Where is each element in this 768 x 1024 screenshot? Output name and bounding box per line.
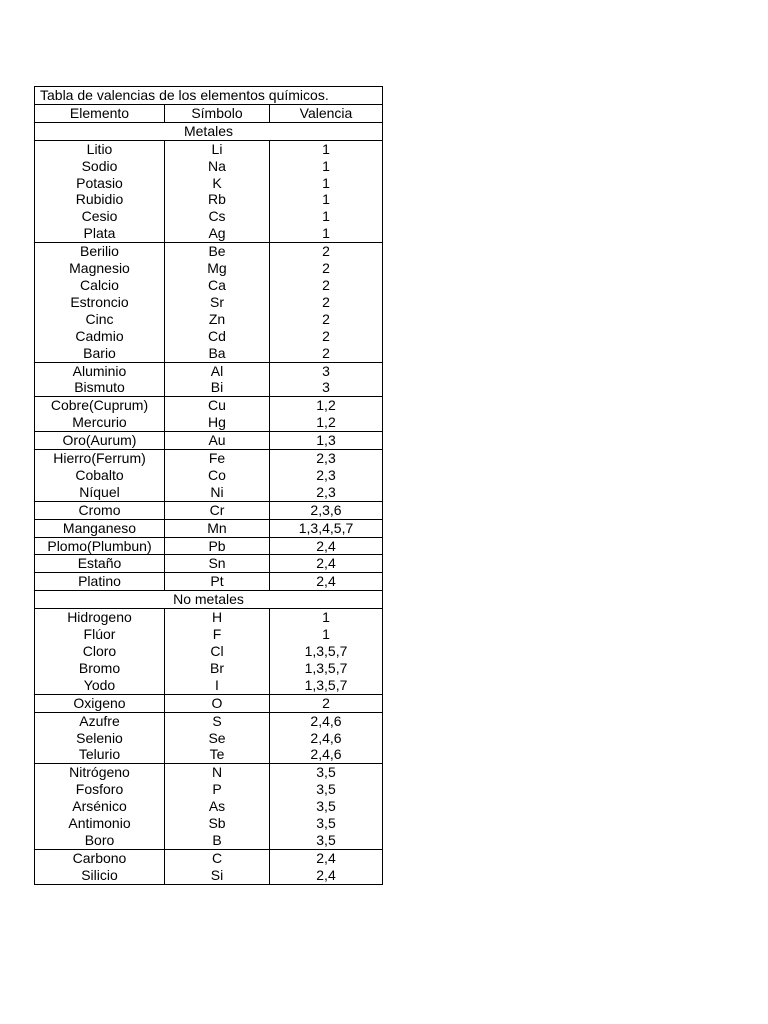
symbol-cell: Rb [165,191,270,208]
valence-cell: 2,4 [316,849,336,866]
table-row [35,243,382,260]
table-row [35,677,382,694]
valence-cell: 2,3,6 [310,501,342,518]
element-group [35,397,382,432]
symbol-cell: Mg [165,260,270,277]
symbol-cell: Fe [165,450,270,467]
symbol-cell: F [165,626,270,643]
table-row [35,713,382,730]
element-name-cell: Estaño [35,555,165,572]
table-row [35,397,382,414]
symbol-cell: Sr [165,294,270,311]
valence-cell: 1 [322,626,330,643]
header-valencia: Valencia [299,104,353,121]
element-group [35,450,382,502]
table-row [35,502,382,519]
element-name-cell: Cobalto [35,467,165,484]
valence-cell: 2,4 [316,555,336,572]
valence-table [34,86,383,885]
table-row [35,764,382,781]
valence-cell: 2,3 [316,483,336,500]
symbol-cell: Al [165,363,270,380]
valence-cell: 3,5 [316,764,336,781]
element-name-cell: Magnesio [35,260,165,277]
valence-cell: 2 [322,694,330,711]
table-row [35,260,382,277]
element-name-cell: Cesio [35,208,165,225]
table-row [35,363,382,380]
valence-cell: 1,3,5,7 [304,643,348,659]
table-row [35,208,382,225]
valence-cell: 2 [322,243,330,260]
element-name-cell: Bismuto [35,379,165,396]
symbol-cell: Te [165,746,270,763]
table-row [35,158,382,175]
symbol-cell: Pt [165,573,270,590]
valence-cell: 3,5 [316,831,336,848]
valence-cell: 2,4,6 [310,729,342,746]
valence-cell: 3 [322,362,330,379]
valence-cell: 2 [322,260,330,277]
element-name-cell: Cobre(Cuprum) [35,397,165,414]
element-group [35,432,382,450]
valence-cell: 1,2 [316,397,336,414]
element-name-cell: Azufre [35,713,165,730]
table-row [35,850,382,867]
table-row [35,798,382,815]
table-row [35,555,382,572]
element-name-cell: Plata [35,225,165,242]
valence-cell: 2,3 [316,466,336,483]
element-name-cell: Platino [35,573,165,590]
element-name-cell: Plomo(Plumbun) [35,538,165,555]
table-row [35,660,382,677]
symbol-cell: Ba [165,345,270,362]
table-row [35,730,382,747]
valence-cell: 2 [322,276,330,293]
valence-cell: 3,5 [316,781,336,798]
element-group [35,520,382,538]
table-row [35,328,382,345]
symbol-cell: Br [165,660,270,677]
table-body [35,123,382,884]
element-name-cell: Hidrogeno [35,609,165,626]
valence-cell: 3,5 [316,815,336,832]
section-header: No metales [35,591,382,609]
symbol-cell: O [165,695,270,712]
symbol-cell: Ag [165,225,270,242]
valence-cell: 2,4 [316,866,336,883]
element-name-cell: Fosforo [35,781,165,798]
table-row [35,832,382,849]
element-name-cell: Cromo [35,502,165,519]
valence-cell: 2,4 [316,537,336,554]
element-name-cell: Berilio [35,243,165,260]
symbol-cell: Sn [165,555,270,572]
table-row [35,225,382,242]
table-row [35,867,382,884]
element-name-cell: Manganeso [35,520,165,537]
element-name-cell: Litio [35,141,165,158]
table-row [35,815,382,832]
valence-cell: 2,4,6 [310,712,342,729]
element-name-cell: Boro [35,832,165,849]
valence-cell: 1,3 [316,432,336,449]
element-name-cell: Yodo [35,677,165,694]
symbol-cell: Cl [165,643,270,660]
symbol-cell: Cr [165,502,270,519]
valence-cell: 1 [322,157,330,174]
element-group [35,609,382,695]
table-row [35,414,382,431]
element-name-cell: Carbono [35,850,165,867]
table-row [35,609,382,626]
element-name-cell: Estroncio [35,294,165,311]
table-row [35,643,382,660]
element-name-cell: Calcio [35,277,165,294]
table-row [35,345,382,362]
element-group [35,141,382,243]
element-name-cell: Telurio [35,746,165,763]
symbol-cell: Cd [165,328,270,345]
element-name-cell: Aluminio [35,363,165,380]
symbol-cell: Bi [165,379,270,396]
element-name-cell: Níquel [35,484,165,501]
element-name-cell: Silicio [35,867,165,884]
table-row [35,311,382,328]
valence-cell: 3 [322,379,330,396]
section-header: Metales [35,123,382,141]
table-row [35,379,382,396]
element-name-cell: Oxigeno [35,695,165,712]
symbol-cell: Be [165,243,270,260]
table-row [35,573,382,590]
valence-cell: 1 [322,174,330,191]
table-title: Tabla de valencias de los elementos químicos. [35,87,382,105]
element-name-cell: Nitrógeno [35,764,165,781]
valence-cell: 1,3,5,7 [304,659,348,676]
valence-cell: 1 [322,140,330,157]
element-name-cell: Cinc [35,311,165,328]
table-row [35,746,382,763]
valence-cell: 2 [322,344,330,361]
symbol-cell: B [165,832,270,849]
valence-cell: 1 [322,225,330,242]
valence-cell: 1 [322,609,330,626]
table-row [35,520,382,537]
element-name-cell: Rubidio [35,191,165,208]
symbol-cell: Cu [165,397,270,414]
symbol-cell: S [165,713,270,730]
symbol-cell: Co [165,467,270,484]
element-group [35,502,382,520]
table-row [35,450,382,467]
valence-cell: 3,5 [316,798,336,815]
table-row [35,695,382,712]
valence-cell: 1,2 [316,414,336,431]
element-name-cell: Hierro(Ferrum) [35,450,165,467]
valence-cell: 2 [322,310,330,327]
valence-cell: 1 [322,191,330,208]
symbol-cell: I [165,677,270,694]
element-name-cell: Flúor [35,626,165,643]
element-name-cell: Mercurio [35,414,165,431]
element-name-cell: Potasio [35,175,165,192]
element-group [35,850,382,884]
table-row [35,175,382,192]
valence-cell: 1,3,4,5,7 [298,519,354,536]
symbol-cell: Mn [165,520,270,537]
element-group [35,243,382,362]
header-simbolo: Símbolo [165,105,270,122]
valence-cell: 2,4 [316,573,336,590]
symbol-cell: Ca [165,277,270,294]
table-row [35,277,382,294]
table-row [35,467,382,484]
symbol-cell: Na [165,158,270,175]
element-group [35,363,382,398]
symbol-cell: As [165,798,270,815]
symbol-cell: Hg [165,414,270,431]
symbol-cell: Ni [165,484,270,501]
element-name-cell: Cloro [35,643,165,660]
symbol-cell: Sb [165,815,270,832]
element-name-cell: Arsénico [35,798,165,815]
element-group [35,764,382,850]
valence-cell: 1,3,5,7 [304,676,348,693]
element-group [35,555,382,573]
element-group [35,573,382,591]
symbol-cell: N [165,764,270,781]
header-row [35,105,382,123]
header-elemento: Elemento [35,105,165,122]
table-row [35,484,382,501]
symbol-cell: K [165,175,270,192]
symbol-cell: Cs [165,208,270,225]
symbol-cell: Pb [165,538,270,555]
table-row [35,626,382,643]
symbol-cell: C [165,850,270,867]
symbol-cell: P [165,781,270,798]
table-row [35,191,382,208]
symbol-cell: H [165,609,270,626]
symbol-cell: Li [165,141,270,158]
element-name-cell: Sodio [35,158,165,175]
valence-cell: 2 [322,327,330,344]
element-name-cell: Selenio [35,730,165,747]
element-group [35,713,382,765]
element-group [35,695,382,713]
table-row [35,294,382,311]
symbol-cell: Se [165,730,270,747]
table-row [35,141,382,158]
table-row [35,781,382,798]
element-name-cell: Bario [35,345,165,362]
valence-cell: 2,3 [316,450,336,467]
element-group [35,538,382,556]
symbol-cell: Au [165,432,270,449]
element-name-cell: Antimonio [35,815,165,832]
symbol-cell: Si [165,867,270,884]
element-name-cell: Oro(Aurum) [35,432,165,449]
element-name-cell: Cadmio [35,328,165,345]
valence-cell: 2,4,6 [310,746,342,763]
symbol-cell: Zn [165,311,270,328]
valence-cell: 2 [322,293,330,310]
table-row [35,432,382,449]
valence-cell: 1 [322,208,330,225]
element-name-cell: Bromo [35,660,165,677]
table-row [35,538,382,555]
